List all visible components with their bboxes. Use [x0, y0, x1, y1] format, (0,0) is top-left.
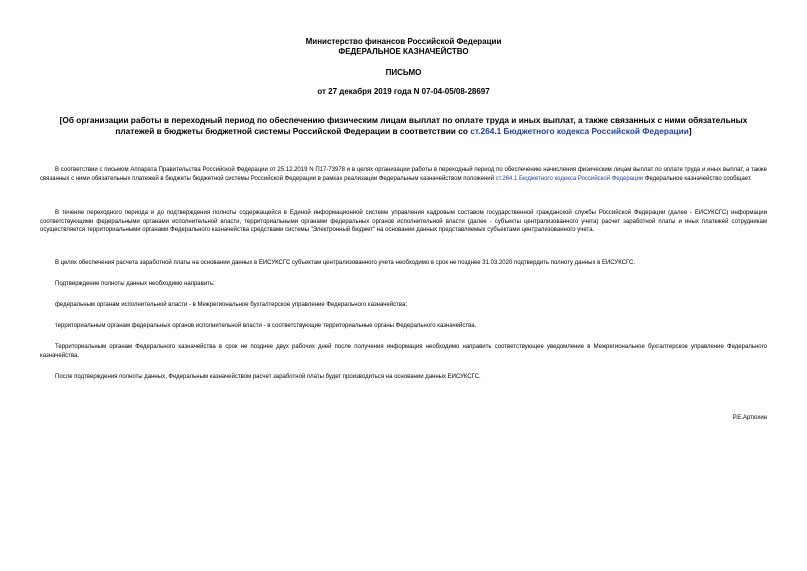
document-title — [40, 115, 767, 137]
paragraph-confirmation: Подтверждение полноты данных необходимо направить: — [55, 281, 215, 287]
paragraph-payroll: После подтверждения полноты данных, Федеральным казначейством расчет заработной платы будет производиться на основании данных ЕИСУКСГС. — [55, 374, 481, 380]
paragraph-intro — [40, 166, 767, 183]
title-end: ] — [688, 126, 692, 136]
agency-name: ФЕДЕРАЛЬНОЕ КАЗНАЧЕЙСТВО — [338, 47, 469, 56]
signature: Р.Е.Артюхин — [732, 415, 767, 421]
document-type: ПИСЬМО — [385, 68, 422, 77]
title-article-link[interactable]: ст.264.1 Бюджетного кодекса Российской Федерации — [470, 126, 689, 136]
ministry-name: Министерство финансов Российской Федерации — [305, 37, 502, 46]
document-date-number: от 27 декабря 2019 года N 07-04-05/08-28697 — [317, 87, 490, 96]
budget-code-link[interactable]: ст.264.1 Бюджетного кодекса Российской Федерации — [495, 175, 644, 182]
paragraph-intro-text: В соответствии с письмом Аппарата Правительства Российской Федерации от 25.12.2019 N П17-73978 и в целях организации работы в переходный период по обеспечению начисления физическим лицам выплат по оплате труда и иных выплат, а также связанных с ними обязательных платежей в бюджеты бюджетной системы Российской Федерации в рамках реализации Федеральным казначейством положений — [40, 167, 767, 182]
paragraph-federal-bodies: федеральным органам исполнительной власти - в Межрегиональное бухгалтерское управление Федерального казначейства; — [55, 302, 407, 308]
paragraph-deadline: В целях обеспечения расчета заработной платы на основании данных в ЕИСУКСГС субъектам централизованного учета необходимо в срок не позднее 31.03.2020 подтвердить полноту данных в ЕИСУКСГС. — [55, 260, 635, 266]
title-text: [Об организации работы в переходный период по обеспечению физическим лицам выплат по оплате труда и иных выплат, а также связанных с ними обязательных платежей в бюджеты бюджетной системы Российской Федерации в соответствии со — [59, 115, 748, 136]
paragraph-notification: Территориальным органам Федерального казначейства в срок не позднее двух рабочих дней после получения информация необходимо направить соответствующее уведомление в Межрегиональное бухгалтерское управление Федерального казначейства. — [40, 344, 767, 359]
paragraph-territorial-bodies: территориальным органам федеральных органов исполнительной власти - в соответствующие территориальные органы Федерального казначейства. — [55, 323, 477, 329]
paragraph-transition-period: В течение переходного периода и до подтверждения полноты содержащейся в Единой информационной системе управления кадровым составом государственной гражданской службы Российской Федерации (далее - ЕИСУКСГС) информации соответствующими федеральными органами исполнительной власти, территориальными органами федеральных органов исполнительной власти (далее - субъекты централизованного учета) расчет заработной платы и иных платежей сотрудникам осуществляется территориальными органами Федерального казначейства средствами системы "Электронный бюджет" на основании данных представляемых субъектами централизованного учета. — [40, 210, 767, 234]
paragraph-intro-end: Федеральное казначейство сообщает. — [643, 175, 752, 182]
